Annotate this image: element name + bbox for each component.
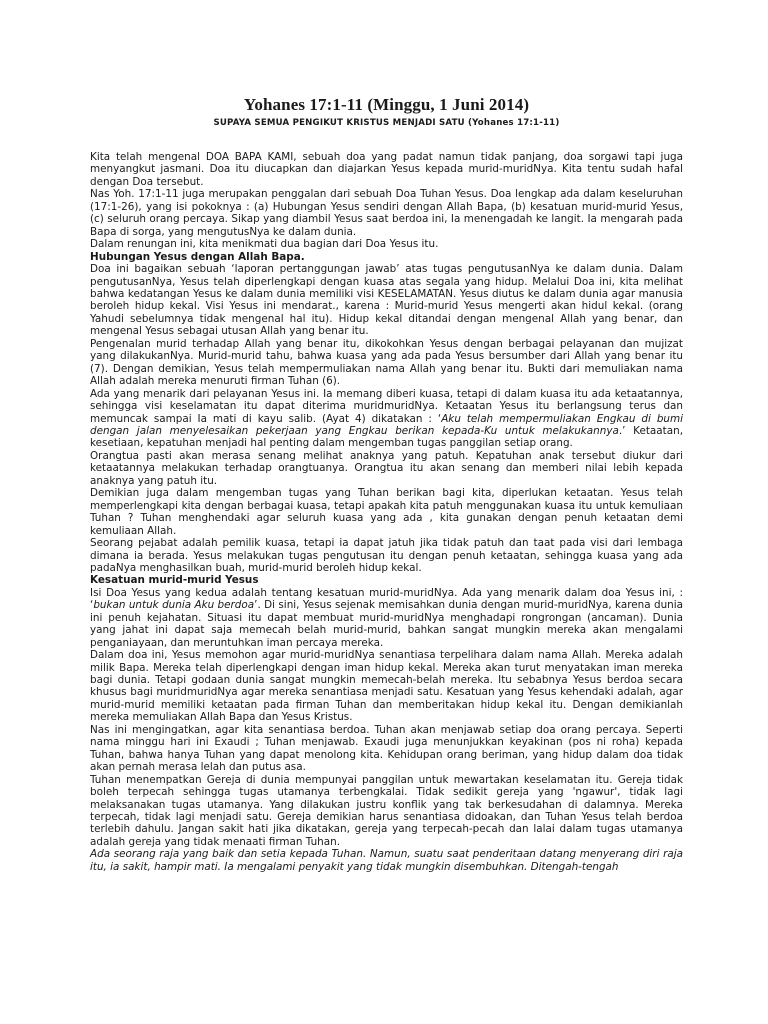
body-paragraph bbox=[90, 587, 683, 649]
paragraph-text: Nas ini mengingatkan, agar kita senantiasa berdoa. Tuhan akan menjawab setiap doa orang percaya. Seperti nama minggu hari ini Exaudi ; Tuhan menjawab. Exaudi juga menunjukkan keyakinan (pos ni roha) kepada Tuhan, bahwa hanya Tuhan yang dapat menolong kita. Kehidupan orang beriman, yang hidup dalam doa tidak akan pernah merasa lelah dan putus asa. bbox=[90, 723, 683, 774]
paragraph-text: Doa ini bagaikan sebuah ‘laporan pertanggungan jawab’ atas tugas pengutusanNya ke dalam dunia. Dalam pengutusanNya, Yesus telah diperlengkapi dengan kuasa atas segala yang hidup. Melalui Doa ini, kita melihat bahwa kedatangan Yesus ke dalam dunia memiliki visi KESELAMATAN. Yesus diutus ke dalam dunia agar manusia beroleh hidup kekal. Visi Yesus ini mendarat., karena : Murid-murid Yesus mengerti akan hidul kekal. (orang Yahudi sebelumnya tidak mengenal hal itu). Hidup kekal ditandai dengan mengenal Allah yang benar, dan mengenal Yesus sebagai utusan Allah yang benar itu. bbox=[90, 263, 683, 338]
body-paragraph bbox=[90, 263, 683, 338]
paragraph-text: Ada yang menarik dari pelayanan Yesus ini. Ia memang diberi kuasa, tetapi di dalam kuasa itu ada ketaatannya, sehingga visi keselamatan itu dapat diterima muridmuridNya. Ketaatan Yesus itu berlangsung terus dan memuncak sampai Ia mati di kayu salib. (Ayat 4) dikatakan : ‘ bbox=[90, 387, 683, 425]
paragraph-text: Isi Doa Yesus yang kedua adalah tentang kesatuan murid-muridNya. Ada yang menarik dalam doa Yesus ini, : ‘ bbox=[90, 586, 683, 612]
body-paragraph bbox=[90, 649, 683, 724]
paragraph-text: Tuhan menempatkan Gereja di dunia mempunyai panggilan untuk mewartakan keselamatan itu. Gereja tidak boleh terpecah sehingga tugas utamanya terbengkalai. Tidak sedikit gereja yang 'ngawur', tidak lagi melaksanakan tugas utamanya. Yang dilakukan justru konflik yang tak berkesudahan di dalamnya. Mereka terpecah, tidak lagi menjadi satu. Gereja demikian harus senantiasa didoakan, dan Tuhan Yesus telah berdoa terlebih dahulu. Jangan sakit hati jika dikatakan, gereja yang terpecah-pecah dan lalai dalam tugas utamanya adalah gereja yang tidak menaati firman Tuhan. bbox=[90, 773, 683, 848]
body-paragraph bbox=[90, 450, 683, 487]
paragraph-text: Demikian juga dalam mengemban tugas yang Tuhan berikan bagi kita, diperlukan ketaatan. Yesus telah memperlengkapi kita dengan berbagai kuasa, tetapi apakah kita patuh menggunakan kuasa itu untuk kemuliaan Tuhan ? Tuhan menghendaki agar seluruh kuasa yang ada , kita gunakan dengan penuh ketaatan demi kemuliaan Allah. bbox=[90, 487, 683, 537]
paragraph-text: Kesatuan murid-murid Yesus bbox=[90, 574, 259, 587]
body-paragraph bbox=[90, 848, 683, 873]
document-subtitle: SUPAYA SEMUA PENGIKUT KRISTUS MENJADI SATU (Yohanes 17:1-11) bbox=[213, 118, 560, 128]
body-paragraph bbox=[90, 338, 683, 388]
paragraph-text: Seorang pejabat adalah pemilik kuasa, tetapi ia dapat jatuh jika tidak patuh dan taat pada visi dari lembaga dimana ia berada. Yesus melakukan tugas pengutusan itu dengan penuh ketaatan, sehingga kuasa yang ada padaNya menghasilkan buah, murid-murid beroleh hidup kekal. bbox=[90, 537, 683, 574]
paragraph-text: Kita telah mengenal DOA BAPA KAMI, sebuah doa yang padat namun tidak panjang, doa sorgawi tapi juga menyangkut jasmani. Doa itu diucapkan dan diajarkan Yesus kepada murid-muridNya. Kita tentu sudah hafal dengan Doa tersebut. bbox=[90, 151, 683, 188]
italic-text: bukan untuk dunia Aku berdoa bbox=[93, 599, 255, 612]
italic-text: Ada seorang raja yang baik dan setia kepada Tuhan. Namun, suatu saat penderitaan datang menyerang diri raja itu, ia sakit, hampir mati. Ia mengalami penyakit yang tidak mungkin disembuhkan. Ditengah-tengah bbox=[90, 848, 683, 873]
body-paragraph bbox=[90, 238, 683, 250]
paragraph-text: Pengenalan murid terhadap Allah yang benar itu, dikokohkan Yesus dengan berbagai pelayanan dan mujizat yang dilakukanNya. Murid-murid tahu, bahwa kuasa yang ada pada Yesus bersumber dari Allah yang benar itu (7). Dengan demikian, Yesus telah mempermuliakan nama Allah yang benar itu. Bukti dari memuliakan nama Allah adalah mereka menuruti firman Tuhan (6). bbox=[90, 337, 683, 388]
paragraph-text: Nas Yoh. 17:1-11 juga merupakan penggalan dari sebuah Doa Tuhan Yesus. Doa lengkap ada dalam keseluruhan (17:1-26), yang isi pokoknya : (a) Hubungan Yesus sendiri dengan Allah Bapa, (b) kesatuan murid-murid Yesus, (c) seluruh orang percaya. Sikap yang diambil Yesus saat berdoa ini, Ia menengadah ke langit. Ia mengarah pada Bapa di sorga, yang mengutusNya ke dalam dunia. bbox=[90, 188, 683, 238]
body-paragraph bbox=[90, 774, 683, 849]
italic-text: Aku telah mempermuliakan Engkau di bumi dengan jalan menyelesaikan pekerjaan yang Engkau berikan kepada-Ku untuk melakukannya bbox=[90, 412, 684, 437]
document-title: Yohanes 17:1-11 (Minggu, 1 Juni 2014) bbox=[243, 95, 530, 114]
body-paragraph bbox=[90, 724, 683, 774]
paragraph-text: ’. Di sini, Yesus sejenak memisahkan dunia dengan murid-muridNya, karena dunia ini penuh kejahatan. Situasi itu dapat membuat murid-muridNya menghadapi rongrongan (ancaman). Dunia yang jahat ini dapat saja memecah belah murid-murid, bahkan sangat mungkin mereka akan mengalami penganiayaan, dan meruntuhkan iman percaya mereka. bbox=[90, 599, 683, 649]
paragraph-text: .’ Ketaatan, kesetiaan, kepatuhan menjadi hal penting dalam mengemban tugas panggilan setiap orang. bbox=[90, 424, 683, 450]
body-paragraph bbox=[90, 487, 683, 537]
paragraph-text: Dalam renungan ini, kita menikmati dua bagian dari Doa Yesus itu. bbox=[90, 238, 439, 251]
paragraph-text: Hubungan Yesus dengan Allah Bapa. bbox=[90, 250, 305, 263]
section-heading bbox=[90, 574, 683, 586]
section-heading bbox=[90, 251, 683, 263]
body-paragraph bbox=[90, 388, 683, 450]
body-paragraph bbox=[90, 537, 683, 574]
paragraph-text: Orangtua pasti akan merasa senang melihat anaknya yang patuh. Kepatuhan anak tersebut diukur dari ketaatannya melakukan terhadap orangtuanya. Orangtua itu akan senang dan memberi nilai lebih kepada anaknya yang patuh itu. bbox=[90, 449, 683, 487]
body-paragraph bbox=[90, 151, 683, 188]
body-paragraph bbox=[90, 188, 683, 238]
paragraph-text: Dalam doa ini, Yesus memohon agar murid-muridNya senantiasa terpelihara dalam nama Allah. Mereka adalah milik Bapa. Mereka telah diperlengkapi dengan iman hidup kekal. Mereka akan turut menyatakan iman mereka bagi dunia. Tetapi godaan dunia sangat mungkin memecah-belah mereka. Itu sebabnya Yesus berdoa secara khusus bagi muridmuridNya agar mereka senantiasa menjadi satu. Kesatuan yang Yesus kehendaki adalah, agar murid-murid memiliki ketaatan pada firman Tuhan dan memberitakan hidup kekal itu. Dengan demikianlah mereka memuliakan Allah Bapa dan Yesus Kristus. bbox=[90, 649, 683, 724]
document-body bbox=[90, 151, 683, 873]
